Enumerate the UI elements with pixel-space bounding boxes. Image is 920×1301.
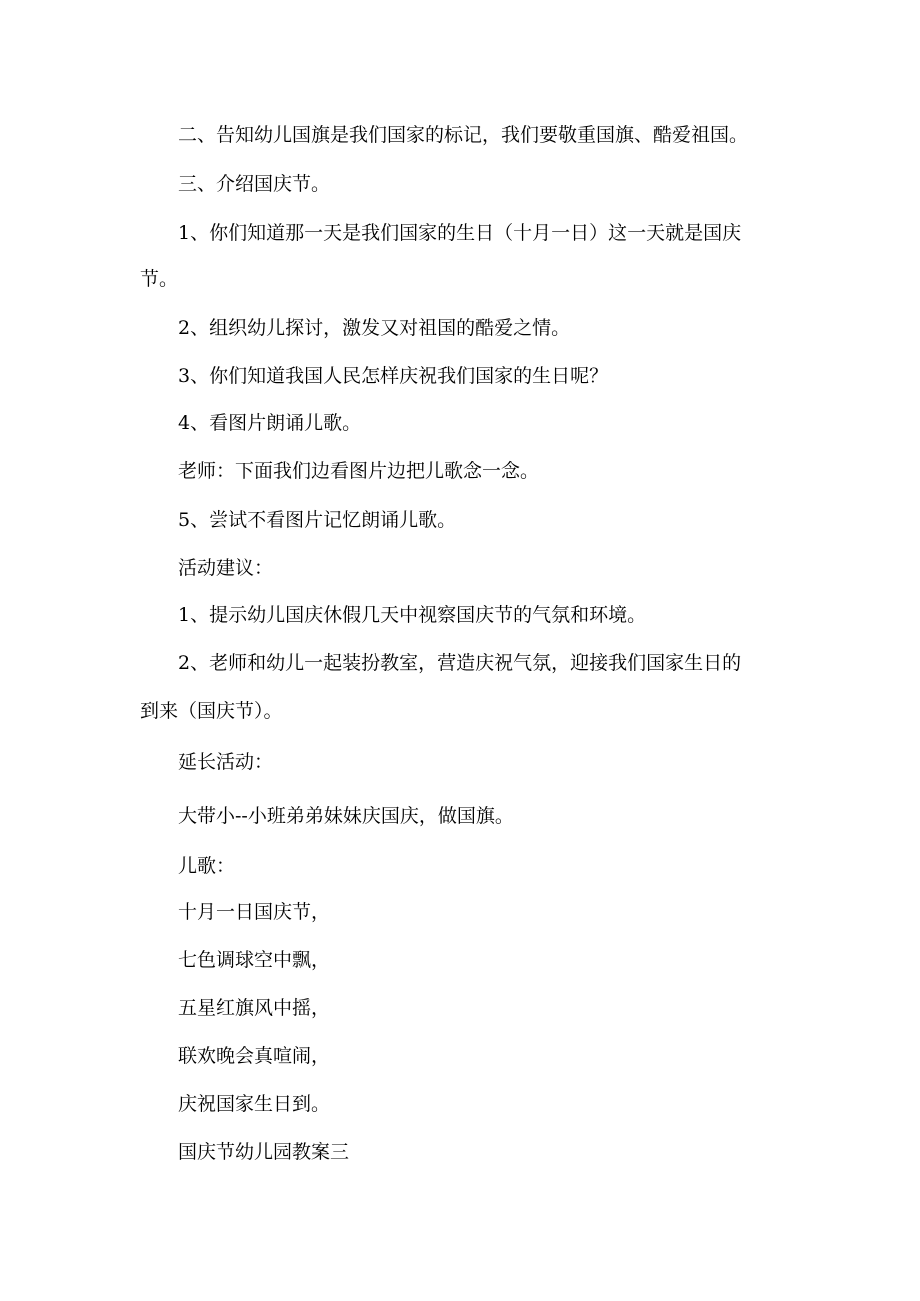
paragraph-line-2: 三、介绍国庆节。 [178,173,331,195]
paragraph-line-13: 到来（国庆节）。 [140,700,283,722]
paragraph-line-5: 2、组织幼儿探讨，激发又对祖国的酷爱之情。 [178,317,571,339]
paragraph-line-3: 1、你们知道那一天是我们国家的生日（十月一日）这一天就是国庆 [178,222,742,244]
paragraph-line-6: 3、你们知道我国人民怎样庆祝我们国家的生日呢？ [178,365,609,387]
paragraph-line-18: 七色调球空中飘， [178,949,331,971]
paragraph-line-15: 大带小--小班弟弟妹妹庆国庆，做国旗。 [178,805,514,827]
paragraph-line-1: 二、告知幼儿国旗是我们国家的标记，我们要敬重国旗、酷爱祖国。 [178,124,749,146]
paragraph-line-19: 五星红旗风中摇， [178,997,331,1019]
paragraph-line-9: 5、尝试不看图片记忆朗诵儿歌。 [178,509,457,531]
paragraph-line-4: 节。 [140,268,179,290]
paragraph-line-17: 十月一日国庆节， [178,901,331,923]
paragraph-line-10: 活动建议： [178,557,274,579]
paragraph-line-22: 国庆节幼儿园教案三 [178,1141,350,1163]
paragraph-line-21: 庆祝国家生日到。 [178,1093,331,1115]
paragraph-line-12: 2、老师和幼儿一起装扮教室，营造庆祝气氛，迎接我们国家生日的 [178,652,742,674]
paragraph-line-16: 儿歌： [178,855,236,877]
paragraph-line-14: 延长活动： [178,751,274,773]
paragraph-line-11: 1、提示幼儿国庆休假几天中视察国庆节的气氛和环境。 [178,604,647,626]
paragraph-line-8: 老师：下面我们边看图片边把儿歌念一念。 [178,460,540,482]
paragraph-line-7: 4、看图片朗诵儿歌。 [178,412,362,434]
paragraph-line-20: 联欢晚会真喧闹， [178,1045,331,1067]
